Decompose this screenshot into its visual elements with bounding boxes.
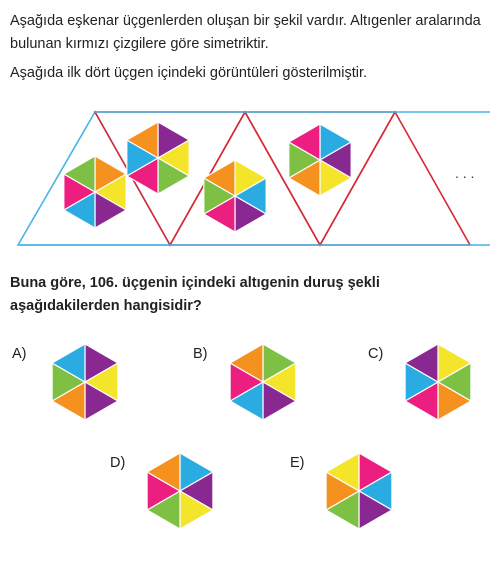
option-b-label[interactable]: B) [193,346,208,362]
option-b-hexagon[interactable] [218,342,308,422]
question-text: Buna göre, 106. üçgenin içindeki altıgenin duruş şekli aşağıdakilerden hangisidir? [10,275,380,314]
option-e-label[interactable]: E) [290,455,305,471]
option-a-hexagon[interactable] [40,342,130,422]
problem-intro [10,10,492,85]
hexagon-2 [127,122,189,194]
hexagon-1 [64,156,126,228]
option-1-sectors [230,344,296,420]
option-4-sectors [326,453,392,529]
option-0-sectors [52,344,118,420]
continuation-ellipsis: . . . [455,165,475,181]
option-d-label[interactable]: D) [110,455,126,471]
option-e-hexagon[interactable] [314,451,404,531]
option-d-hexagon[interactable] [135,451,225,531]
option-c-hexagon[interactable] [393,342,483,422]
option-a-label[interactable]: A) [12,346,27,362]
intro-line-1: Aşağıda eşkenar üçgenlerden oluşan bir şekil vardır. Altıgenler aralarında bulunan kırmızı çizgilere göre simetriktir. [10,13,481,52]
option-2-sectors [405,344,471,420]
option-c-label[interactable]: C) [368,346,384,362]
hexagon-3 [204,160,266,232]
triangle-strip-figure [0,100,500,250]
hexagon-4 [289,124,351,196]
intro-line-2: Aşağıda ilk dört üçgen içindeki görüntüleri gösterilmiştir. [10,65,368,81]
option-3-sectors [147,453,213,529]
